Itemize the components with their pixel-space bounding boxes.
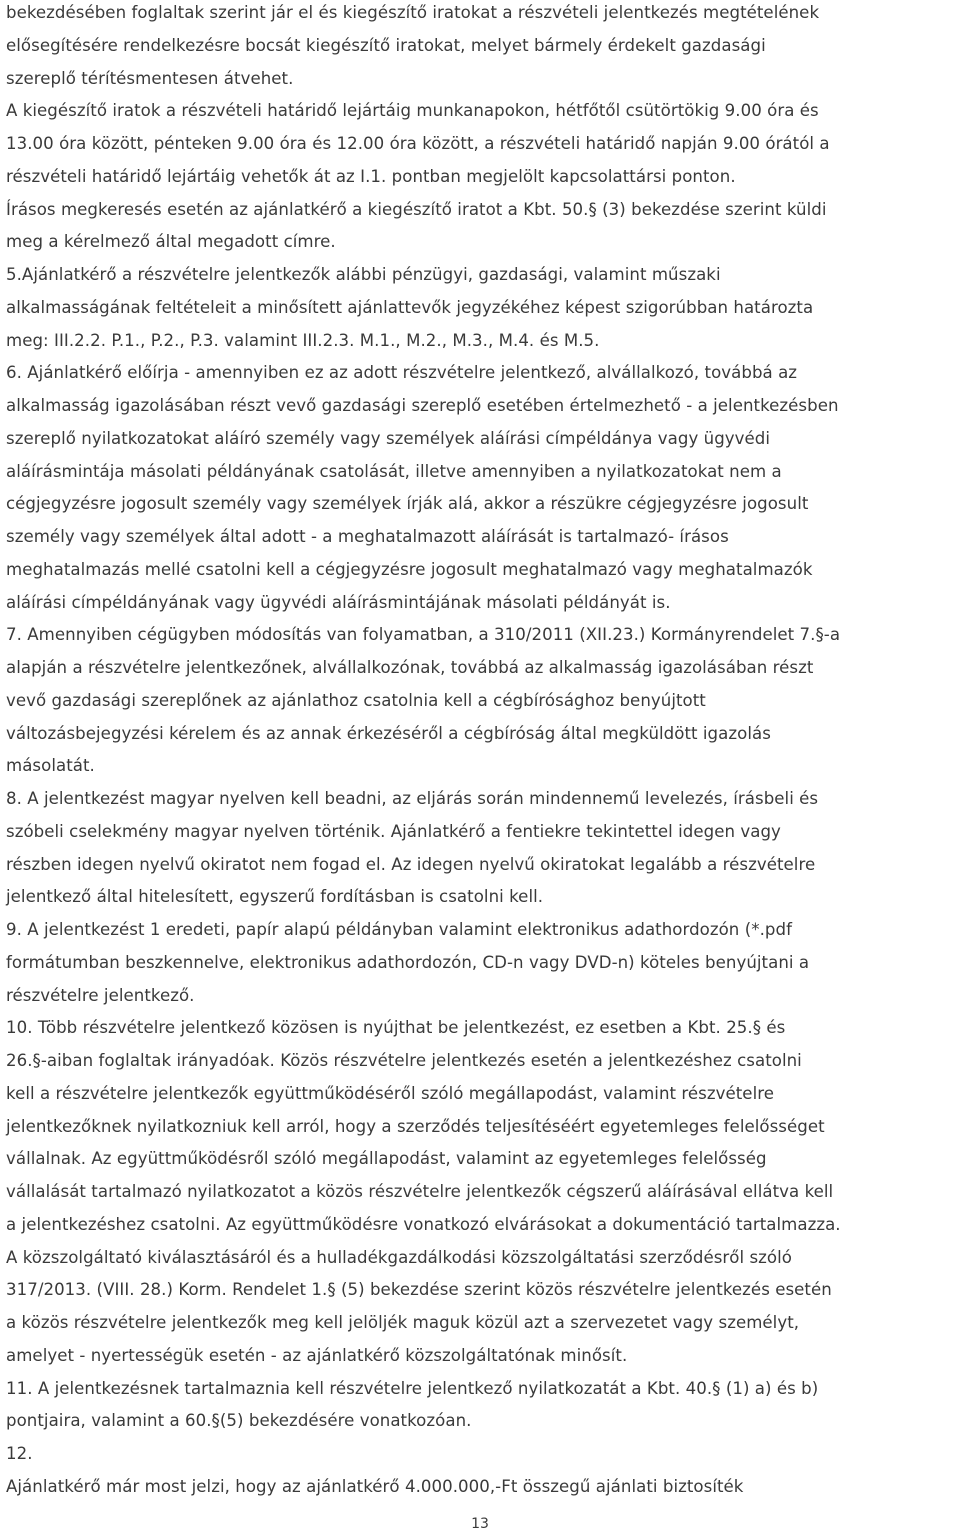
text-line: meg a kérelmező által megadott címre. — [6, 232, 336, 252]
text-line: másolatát. — [6, 756, 95, 776]
text-line: részben idegen nyelvű okiratot nem fogad el. Az idegen nyelvű okiratokat legalább a részvételre — [6, 854, 816, 874]
text-line: amelyet - nyertességük esetén - az ajánlatkérő közszolgáltatónak minősít. — [6, 1345, 628, 1365]
text-line: személy vagy személyek által adott - a meghatalmazott aláírását is tartalmazó- írásos — [6, 527, 729, 546]
text-line: 8. A jelentkezést magyar nyelven kell beadni, az eljárás során mindennemű levelezés, írásbeli és — [6, 789, 819, 808]
text-line: változásbejegyzési kérelem és az annak érkezéséről a cégbíróság által megküldött igazolás — [6, 723, 771, 743]
text-line: meg: III.2.2. P.1., P.2., P.3. valamint III.2.3. M.1., M.2., M.3., M.4. és M.5. — [6, 330, 600, 350]
text-line: vállalnak. Az együttműködésről szóló megállapodást, valamint az egyetemleges felelősség — [6, 1149, 767, 1169]
page-number: 13 — [471, 1516, 489, 1532]
text-line: 7. Amennyiben cégügyben módosítás van folyamatban, a 310/2011 (XII.23.) Kormányrendelet 7.§-a — [6, 625, 841, 645]
text-line: vevő gazdasági szereplőnek az ajánlathoz csatolnia kell a cégbírósághoz benyújtott — [6, 690, 706, 710]
text-line: alkalmasságának feltételeit a minősített ajánlattevők jegyzékéhez képest szigorúbban határozta — [6, 297, 814, 317]
text-line: részvételre jelentkező. — [6, 985, 195, 1005]
text-line: szereplő térítésmentesen átvehet. — [6, 68, 294, 88]
text-line: 9. A jelentkezést 1 eredeti, papír alapú példányban valamint elektronikus adathordozón (*.pdf — [6, 920, 792, 939]
text-line: szóbeli cselekmény magyar nyelven történik. Ajánlatkérő a fentiekre tekintettel idegen vagy — [6, 821, 781, 841]
text-line: meghatalmazás mellé csatolni kell a cégjegyzésre jogosult meghatalmazó vagy meghatalmazók — [6, 559, 813, 579]
text-line: aláírási címpéldányának vagy ügyvédi aláírásmintájának másolati példányát is. — [6, 592, 671, 612]
text-line: a közös részvételre jelentkezők meg kell jelöljék maguk közül azt a szervezetet vagy személyt, — [6, 1313, 800, 1332]
text-line: 12. — [6, 1444, 33, 1463]
text-line: a jelentkezéshez csatolni. Az együttműködésre vonatkozó elvárásokat a dokumentáció tartalmazza. — [6, 1214, 841, 1234]
text-line: 10. Több részvételre jelentkező közösen is nyújthat be jelentkezést, ez esetben a Kbt. 25.§ és — [6, 1018, 786, 1038]
text-line: 6. Ajánlatkérő előírja - amennyiben ez az adott részvételre jelentkező, alvállalkozó, továbbá az — [6, 363, 798, 383]
text-line: cégjegyzésre jogosult személy vagy személyek írják alá, akkor a részükre cégjegyzésre jogosult — [6, 494, 809, 514]
text-line: Ajánlatkérő már most jelzi, hogy az ajánlatkérő 4.000.000,-Ft összegű ajánlati biztosíték — [6, 1476, 744, 1496]
text-line: 317/2013. (VIII. 28.) Korm. Rendelet 1.§ (5) bekezdése szerint közös részvételre jelentkezés esetén — [6, 1280, 832, 1300]
text-line: elősegítésére rendelkezésre bocsát kiegészítő iratokat, melyet bármely érdekelt gazdasági — [6, 35, 766, 55]
text-line: jelentkezőknek nyilatkozniuk kell arról, hogy a szerződés teljesítéséért egyetemleges felelősséget — [6, 1116, 825, 1136]
text-line: jelentkező által hitelesített, egyszerű fordításban is csatolni kell. — [6, 887, 544, 907]
text-line: részvételi határidő lejártáig vehetők át az I.1. pontban megjelölt kapcsolattársi ponton. — [6, 166, 736, 186]
text-line: 26.§-aiban foglaltak irányadóak. Közös részvételre jelentkezés esetén a jelentkezéshez csatolni — [6, 1051, 802, 1070]
text-line: formátumban beszkennelve, elektronikus adathordozón, CD-n vagy DVD-n) köteles benyújtani a — [6, 952, 810, 972]
text-line: pontjaira, valamint a 60.§(5) bekezdésére vonatkozóan. — [6, 1411, 472, 1431]
text-line: 11. A jelentkezésnek tartalmaznia kell részvételre jelentkező nyilatkozatát a Kbt. 40.§ (1) a) és b) — [6, 1378, 819, 1398]
text-line: szereplő nyilatkozatokat aláíró személy vagy személyek aláírási címpéldánya vagy ügyvédi — [6, 428, 771, 448]
text-line: 5.Ajánlatkérő a részvételre jelentkezők alábbi pénzügyi, gazdasági, valamint műszaki — [6, 265, 721, 284]
text-line: A közszolgáltató kiválasztásáról és a hulladékgazdálkodási közszolgáltatási szerződésről szóló — [6, 1247, 792, 1267]
text-line: alkalmasság igazolásában részt vevő gazdasági szereplő esetében értelmezhető - a jelentkezésben — [6, 396, 839, 415]
text-line: Írásos megkeresés esetén az ajánlatkérő a kiegészítő iratot a Kbt. 50.§ (3) bekezdése szerint küldi — [6, 199, 827, 219]
text-line: bekezdésében foglaltak szerint jár el és kiegészítő iratokat a részvételi jelentkezés megtételének — [6, 3, 820, 22]
text-line: 13.00 óra között, pénteken 9.00 óra és 12.00 óra között, a részvételi határidő napján 9.00 órától a — [6, 134, 830, 153]
text-line: aláírásmintája másolati példányának csatolását, illetve amennyiben a nyilatkozatokat nem a — [6, 461, 782, 481]
text-line: vállalását tartalmazó nyilatkozatot a közös részvételre jelentkezők cégszerű aláírásával ellátva kell — [6, 1182, 834, 1201]
text-line: A kiegészítő iratok a részvételi határidő lejártáig munkanapokon, hétfőtől csütörtökig 9.00 óra és — [6, 101, 819, 121]
text-line: kell a részvételre jelentkezők együttműködéséről szóló megállapodást, valamint részvételre — [6, 1083, 774, 1103]
text-line: alapján a részvételre jelentkezőnek, alvállalkozónak, továbbá az alkalmasság igazolásában részt — [6, 658, 814, 677]
